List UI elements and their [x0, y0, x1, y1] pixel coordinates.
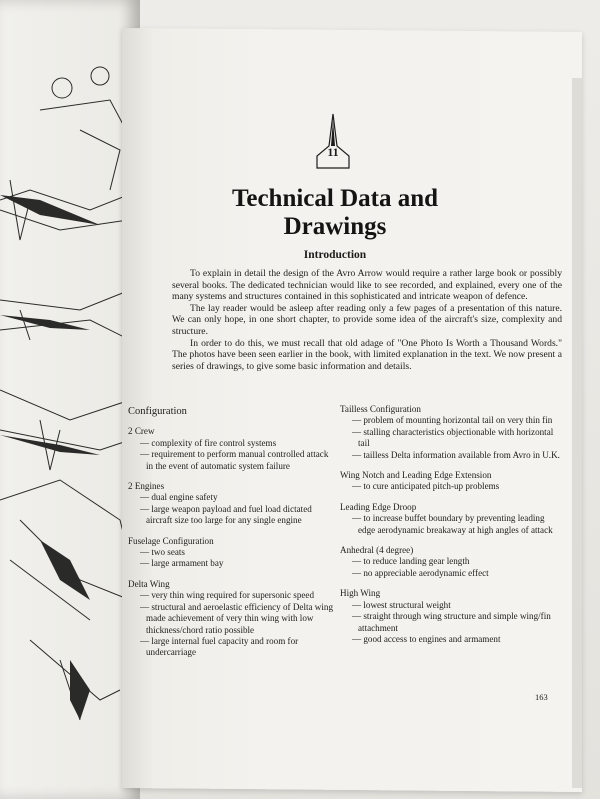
section-engines	[128, 481, 333, 527]
list-item: — large armament bay	[140, 558, 224, 569]
section-title: Anhedral (4 degree)	[340, 545, 414, 556]
section-wing-notch	[340, 470, 562, 493]
intro-paragraph: The lay reader would be asleep after reading only a few pages of a presentation of this nature. We can only hope, in one short chapter, to provide some idea of the aircraft's size, complexity and structure.	[172, 302, 562, 337]
list-item: — stalling characteristics objectionable with horizontal tail	[352, 426, 554, 449]
list-item: — to reduce landing gear length	[352, 556, 470, 567]
page-title	[200, 185, 470, 241]
list-item: — problem of mounting horizontal tail on very thin fin	[352, 415, 553, 426]
list-item: — two seats	[140, 547, 185, 558]
left-column	[128, 406, 333, 668]
list-item: — lowest structural weight	[352, 599, 451, 610]
configuration-heading: Configuration	[128, 406, 187, 417]
section-anhedral	[340, 545, 562, 579]
list-item: — large internal fuel capacity and room for undercarriage	[140, 635, 299, 658]
intro-paragraph: To explain in detail the design of the Avro Arrow would require a rather large book or possibly several books. The dedicated technician would like to see recorded, and explained, every one of the many systems and structures contained in this sophisticated and intricate weapon of defence.	[172, 268, 562, 303]
section-delta-wing	[128, 579, 333, 659]
section-title: Fuselage Configuration	[128, 535, 214, 546]
section-high-wing	[340, 588, 562, 645]
section-tailless	[340, 404, 562, 461]
intro-text	[172, 268, 562, 372]
section-title: Tailless Configuration	[340, 404, 421, 414]
list-item: — complexity of fire control systems	[140, 437, 277, 448]
list-item: — tailless Delta information available from Avro in U.K.	[352, 449, 560, 460]
intro-paragraph: In order to do this, we must recall that old adage of "One Photo Is Worth a Thousand Words." The photos have been seen earlier in the book, with limited explanation in the text. We now present a series of drawings, to give some basic information and details.	[172, 337, 562, 372]
title-line-1: Technical Data and	[231, 185, 439, 212]
aircraft-drawings-illustration	[0, 0, 140, 799]
list-item: — very thin wing required for supersonic speed	[140, 590, 314, 601]
section-title: 2 Engines	[128, 481, 165, 492]
section-leading-edge-droop	[340, 502, 562, 536]
list-item: — straight through wing structure and simple wing/fin attachment	[352, 611, 551, 633]
left-page-drawings	[0, 0, 140, 799]
list-item: — no appreciable aerodynamic effect	[352, 567, 489, 578]
right-column	[340, 404, 562, 654]
list-item: — to cure anticipated pitch-up problems	[352, 481, 500, 492]
section-title: Leading Edge Droop	[340, 501, 417, 512]
section-crew	[128, 426, 333, 472]
chapter-number: 11	[327, 145, 339, 159]
section-title: Delta Wing	[128, 578, 170, 589]
section-title: High Wing	[340, 588, 381, 599]
list-item: — large weapon payload and fuel load dictated aircraft size too large for any single engine	[140, 503, 312, 526]
section-title: 2 Crew	[128, 426, 155, 437]
page-number: 163	[535, 692, 548, 702]
chapter-arrow-emblem-icon	[315, 112, 351, 172]
list-item: — requirement to perform manual controlled attack in the event of automatic system failure	[140, 449, 329, 471]
intro-heading: Introduction	[303, 249, 367, 261]
list-item: — structural and aeroelastic efficiency of Delta wing made achievement of very thin wing with low thickness/chord ratio possible	[140, 601, 333, 635]
section-fuselage	[128, 536, 333, 570]
list-item: — dual engine safety	[140, 492, 218, 503]
page-edge	[572, 78, 582, 788]
section-title: Wing Notch and Leading Edge Extension	[340, 470, 492, 481]
list-item: — to increase buffet boundary by preventing leading edge aerodynamic breakaway at high angles of attack	[352, 513, 553, 535]
title-line-2: Drawings	[283, 213, 387, 240]
list-item: — good access to engines and armament	[352, 633, 501, 644]
